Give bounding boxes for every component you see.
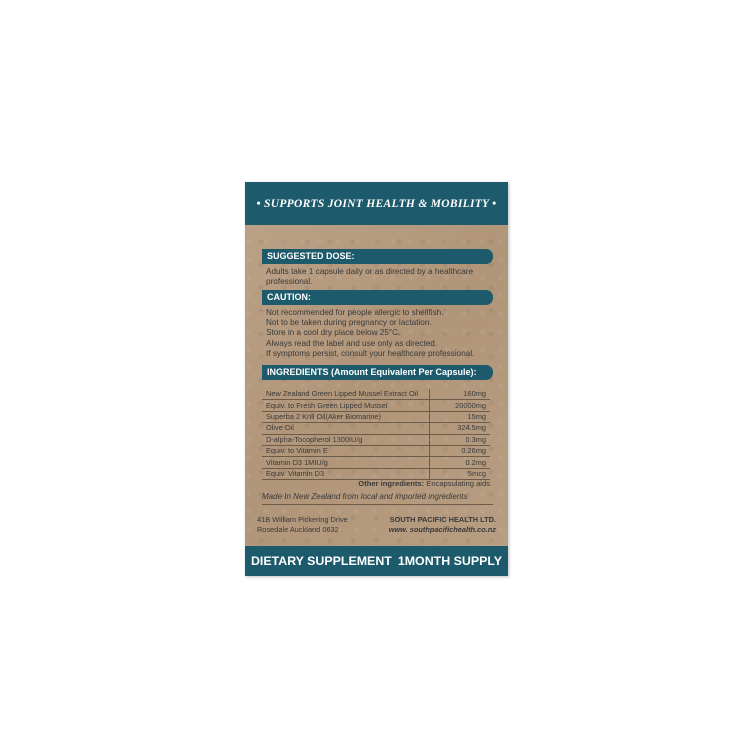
- origin-statement: Made In New Zealand from local and imported ingredients: [262, 492, 493, 505]
- address-line: Rosedale Auckland 0632: [257, 525, 339, 534]
- ingredient-amount: 20000mg: [430, 400, 491, 411]
- ingredient-amount: 324.5mg: [430, 423, 491, 434]
- ingredient-amount: 0.26mg: [430, 445, 491, 456]
- caution-line: Store in a cool dry place below 25°C.: [266, 328, 401, 338]
- table-row: [262, 468, 490, 479]
- supply-duration-label: 1MONTH SUPPLY: [397, 554, 503, 568]
- supplement-box-back-panel: [245, 182, 508, 576]
- ingredient-name: Vitamin D3 1MIU/g: [262, 457, 430, 468]
- ingredient-amount: 0.3mg: [430, 434, 491, 445]
- ingredient-amount: 160mg: [430, 389, 491, 400]
- other-ingredients-value: Encapsulating aids: [426, 479, 490, 488]
- ingredients-table: [262, 389, 490, 480]
- table-row: [262, 400, 490, 411]
- ingredients-heading: INGREDIENTS (Amount Equivalent Per Capsule):: [262, 365, 493, 380]
- other-ingredients-label: Other ingredients:: [358, 479, 425, 488]
- caution-line: Always read the label and use only as directed.: [266, 338, 438, 348]
- tagline-banner: [245, 182, 508, 225]
- company-info: [389, 515, 496, 535]
- ingredient-name: Olive Oil: [262, 423, 430, 434]
- suggested-dose-heading: SUGGESTED DOSE:: [262, 249, 493, 264]
- product-type-banner: [245, 546, 508, 576]
- caution-text: [266, 308, 494, 359]
- suggested-dose-text: [266, 267, 494, 287]
- product-type-label: DIETARY SUPPLEMENT: [250, 554, 392, 568]
- ingredient-name: Equiv. to Fresh Green Lipped Mussel: [262, 400, 430, 411]
- caution-line: Not recommended for people allergic to shellfish.: [266, 308, 444, 317]
- ingredient-name: D-alpha-Tocopherol 1300IU/g: [262, 434, 430, 445]
- ingredient-amount: 0.2mg: [430, 457, 491, 468]
- caution-heading: CAUTION:: [262, 290, 493, 305]
- ingredient-name: Equiv. Vitamin D3: [262, 468, 430, 479]
- table-row: [262, 457, 490, 468]
- caution-line: If symptoms persist, consult your healthcare professional.: [266, 348, 475, 358]
- dose-line: Adults take 1 capsule daily or as directed by a healthcare: [266, 267, 474, 276]
- ingredient-amount: 5mcg: [430, 468, 491, 479]
- company-name: SOUTH PACIFIC HEALTH LTD.: [389, 515, 496, 524]
- tagline-text: • SUPPORTS JOINT HEALTH & MOBILITY •: [256, 197, 497, 210]
- other-ingredients: [262, 479, 490, 488]
- table-row: [262, 389, 490, 400]
- dose-line: professional.: [266, 277, 313, 287]
- table-row: [262, 423, 490, 434]
- ingredient-name: Superba 2 Krill Oil(Aker Biomarine): [262, 411, 430, 422]
- company-address: [257, 515, 348, 535]
- ingredient-name: New Zealand Green Lipped Mussel Extract Oil: [262, 389, 430, 400]
- ingredient-name: Equiv. to Vitamin E: [262, 445, 430, 456]
- table-row: [262, 411, 490, 422]
- address-line: 41B William Pickering Drive: [257, 515, 348, 524]
- company-website: www. southpacifichealth.co.nz: [388, 525, 496, 534]
- ingredient-amount: 15mg: [430, 411, 491, 422]
- table-row: [262, 434, 490, 445]
- table-row: [262, 445, 490, 456]
- caution-line: Not to be taken during pregnancy or lactation.: [266, 318, 432, 328]
